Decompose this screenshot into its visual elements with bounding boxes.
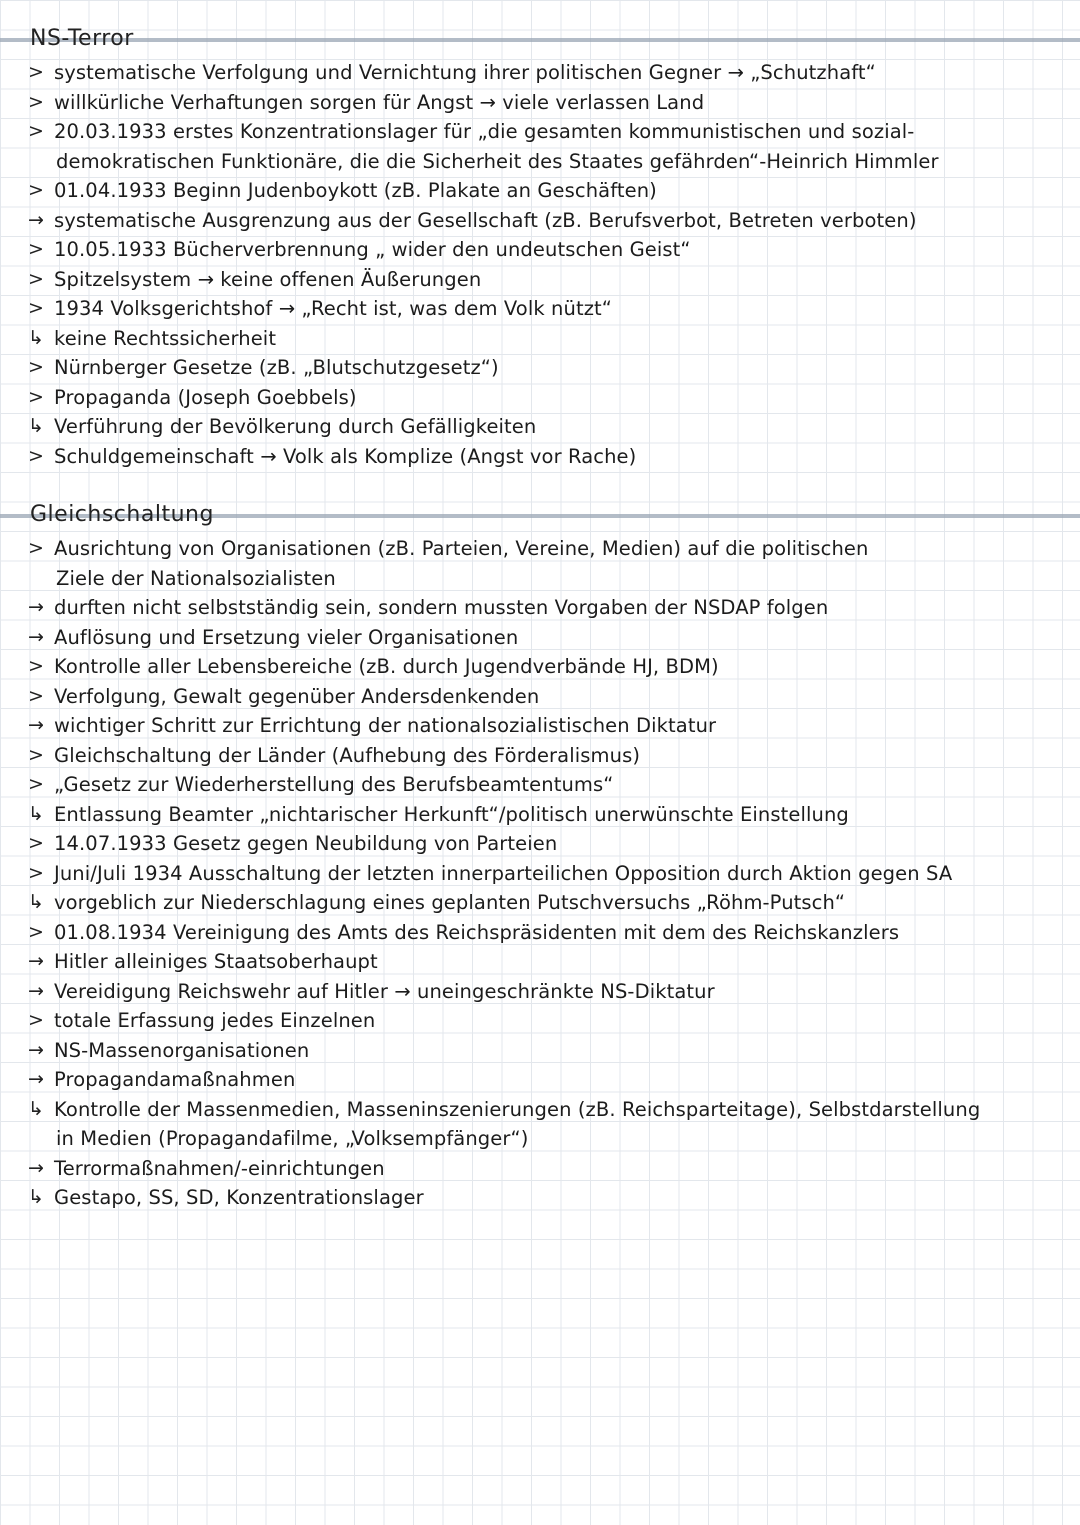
note-line: [0, 58, 1080, 88]
note-line: [0, 1154, 1080, 1184]
section-title: Gleichschaltung: [30, 502, 214, 527]
bullet-chevron-icon: >: [28, 90, 45, 113]
note-line: [0, 800, 1080, 830]
arrow-right-icon: →: [28, 714, 45, 736]
arrow-right-icon: →: [28, 1068, 45, 1090]
note-line: [0, 442, 1080, 472]
note-text: in Medien (Propagandafilme, „Volksempfänger“): [56, 1127, 529, 1150]
note-line: [0, 1065, 1080, 1095]
note-text: „Gesetz zur Wiederherstellung des Berufsbeamtentums“: [54, 773, 614, 796]
note-lines: [0, 58, 1080, 471]
bullet-chevron-icon: >: [28, 773, 45, 795]
note-text: NS-Massenorganisationen: [54, 1038, 310, 1062]
note-text: 20.03.1933 erstes Konzentrationslager für „die gesamten kommunistischen und sozial-: [54, 120, 915, 143]
note-text: Kontrolle der Massenmedien, Masseninszenierungen (zB. Reichsparteitage), Selbstdarstellung: [54, 1097, 981, 1121]
note-text: totale Erfassung jedes Einzelnen: [54, 1009, 376, 1032]
note-line: [0, 888, 1080, 918]
note-text: Ziele der Nationalsozialisten: [56, 566, 336, 590]
note-line: [0, 412, 1080, 442]
note-text: Juni/Juli 1934 Ausschaltung der letzten innerparteilichen Opposition durch Aktion gegen SA: [54, 861, 953, 885]
section-header: [0, 500, 1080, 534]
note-line: [0, 682, 1080, 712]
note-text: Gestapo, SS, SD, Konzentrationslager: [54, 1186, 424, 1209]
note-line: [0, 206, 1080, 236]
note-line: [0, 770, 1080, 800]
bullet-chevron-icon: >: [28, 297, 45, 319]
note-text: 1934 Volksgerichtshof → „Recht ist, was dem Volk nützt“: [54, 297, 612, 320]
note-line: [0, 859, 1080, 889]
note-text: systematische Ausgrenzung aus der Gesellschaft (zB. Berufsverbot, Betreten verboten): [54, 208, 917, 232]
note-text: Auflösung und Ersetzung vieler Organisationen: [54, 625, 519, 649]
note-line: [0, 353, 1080, 383]
bullet-chevron-icon: >: [28, 655, 45, 677]
note-line: [0, 88, 1080, 118]
note-line-continuation: [0, 147, 1080, 177]
note-line-continuation: [0, 564, 1080, 594]
arrow-return-icon: ↳: [28, 802, 45, 825]
note-text: Vereidigung Reichswehr auf Hitler → uneingeschränkte NS-Diktatur: [54, 979, 715, 1003]
note-line: [0, 1036, 1080, 1066]
note-text: Spitzelsystem → keine offenen Äußerungen: [54, 267, 482, 291]
arrow-return-icon: ↳: [28, 1097, 45, 1120]
arrow-right-icon: →: [28, 208, 45, 231]
note-line: [0, 176, 1080, 206]
bullet-chevron-icon: >: [28, 385, 45, 408]
arrow-right-icon: →: [28, 625, 45, 648]
note-line: [0, 1095, 1080, 1125]
bullet-chevron-icon: >: [28, 743, 45, 766]
bullet-chevron-icon: >: [28, 267, 45, 290]
note-line: [0, 947, 1080, 977]
note-text: Hitler alleiniges Staatsoberhaupt: [54, 950, 378, 973]
note-line: [0, 741, 1080, 771]
note-line: [0, 1183, 1080, 1213]
note-text: willkürliche Verhaftungen sorgen für Angst → viele verlassen Land: [54, 90, 705, 114]
section-ns-terror: [0, 24, 1080, 471]
bullet-chevron-icon: >: [28, 684, 45, 707]
note-line: [0, 294, 1080, 324]
note-line: [0, 117, 1080, 147]
note-text: Terrormaßnahmen/-einrichtungen: [54, 1156, 385, 1180]
note-line: [0, 829, 1080, 859]
bullet-chevron-icon: >: [28, 179, 45, 201]
note-text: 01.08.1934 Vereinigung des Amts des Reichspräsidenten mit dem des Reichskanzlers: [54, 920, 900, 944]
bullet-chevron-icon: >: [28, 120, 45, 142]
bullet-chevron-icon: >: [28, 356, 45, 378]
note-line: [0, 534, 1080, 564]
note-line: [0, 711, 1080, 741]
note-lines: [0, 534, 1080, 1213]
note-text: Kontrolle aller Lebensbereiche (zB. durch Jugendverbände HJ, BDM): [54, 655, 719, 678]
bullet-chevron-icon: >: [28, 238, 45, 260]
arrow-return-icon: ↳: [28, 1186, 45, 1208]
note-line: [0, 593, 1080, 623]
bullet-chevron-icon: >: [28, 61, 45, 83]
header-rule: [0, 38, 1080, 42]
section-title: NS-Terror: [30, 26, 134, 51]
note-text: Propaganda (Joseph Goebbels): [54, 385, 357, 409]
section-header: [0, 24, 1080, 58]
note-text: demokratischen Funktionäre, die die Sicherheit des Staates gefährden“-Heinrich Himmler: [56, 149, 939, 173]
note-text: Schuldgemeinschaft → Volk als Komplize (Angst vor Rache): [54, 444, 637, 468]
note-text: 14.07.1933 Gesetz gegen Neubildung von Parteien: [54, 832, 558, 855]
note-text: Ausrichtung von Organisationen (zB. Parteien, Vereine, Medien) auf die politischen: [54, 537, 869, 560]
note-text: Gleichschaltung der Länder (Aufhebung des Förderalismus): [54, 743, 641, 767]
note-line: [0, 324, 1080, 354]
note-line: [0, 265, 1080, 295]
note-line: [0, 652, 1080, 682]
arrow-right-icon: →: [28, 596, 45, 618]
arrow-return-icon: ↳: [28, 326, 45, 349]
note-line: [0, 383, 1080, 413]
note-line: [0, 918, 1080, 948]
arrow-right-icon: →: [28, 979, 45, 1002]
bullet-chevron-icon: >: [28, 861, 45, 884]
note-line-continuation: [0, 1124, 1080, 1154]
note-text: Verführung der Bevölkerung durch Gefälligkeiten: [54, 415, 537, 438]
note-text: wichtiger Schritt zur Errichtung der nationalsozialistischen Diktatur: [54, 714, 717, 737]
note-text: vorgeblich zur Niederschlagung eines geplanten Putschversuchs „Röhm-Putsch“: [54, 891, 846, 914]
note-text: systematische Verfolgung und Vernichtung ihrer politischen Gegner → „Schutzhaft“: [54, 61, 876, 84]
bullet-chevron-icon: >: [28, 1009, 45, 1031]
note-text: Verfolgung, Gewalt gegenüber Andersdenkenden: [54, 684, 540, 708]
bullet-chevron-icon: >: [28, 920, 45, 943]
note-text: Nürnberger Gesetze (zB. „Blutschutzgesetz“): [54, 356, 499, 379]
note-text: 10.05.1933 Bücherverbrennung „ wider den undeutschen Geist“: [54, 238, 691, 261]
note-text: Entlassung Beamter „nichtarischer Herkunft“/politisch unerwünschte Einstellung: [54, 802, 849, 826]
note-text: keine Rechtssicherheit: [54, 326, 277, 350]
note-line: [0, 235, 1080, 265]
note-line: [0, 623, 1080, 653]
bullet-chevron-icon: >: [28, 832, 45, 854]
bullet-chevron-icon: >: [28, 444, 45, 467]
bullet-chevron-icon: >: [28, 537, 45, 559]
note-text: Propagandamaßnahmen: [54, 1068, 296, 1091]
note-line: [0, 1006, 1080, 1036]
arrow-return-icon: ↳: [28, 415, 45, 437]
section-gleichschaltung: [0, 500, 1080, 1213]
note-text: 01.04.1933 Beginn Judenboykott (zB. Plakate an Geschäften): [54, 179, 657, 202]
arrow-right-icon: →: [28, 1038, 45, 1061]
note-text: durften nicht selbstständig sein, sondern mussten Vorgaben der NSDAP folgen: [54, 596, 829, 619]
arrow-right-icon: →: [28, 950, 45, 972]
arrow-return-icon: ↳: [28, 891, 45, 913]
arrow-right-icon: →: [28, 1156, 45, 1179]
note-line: [0, 977, 1080, 1007]
